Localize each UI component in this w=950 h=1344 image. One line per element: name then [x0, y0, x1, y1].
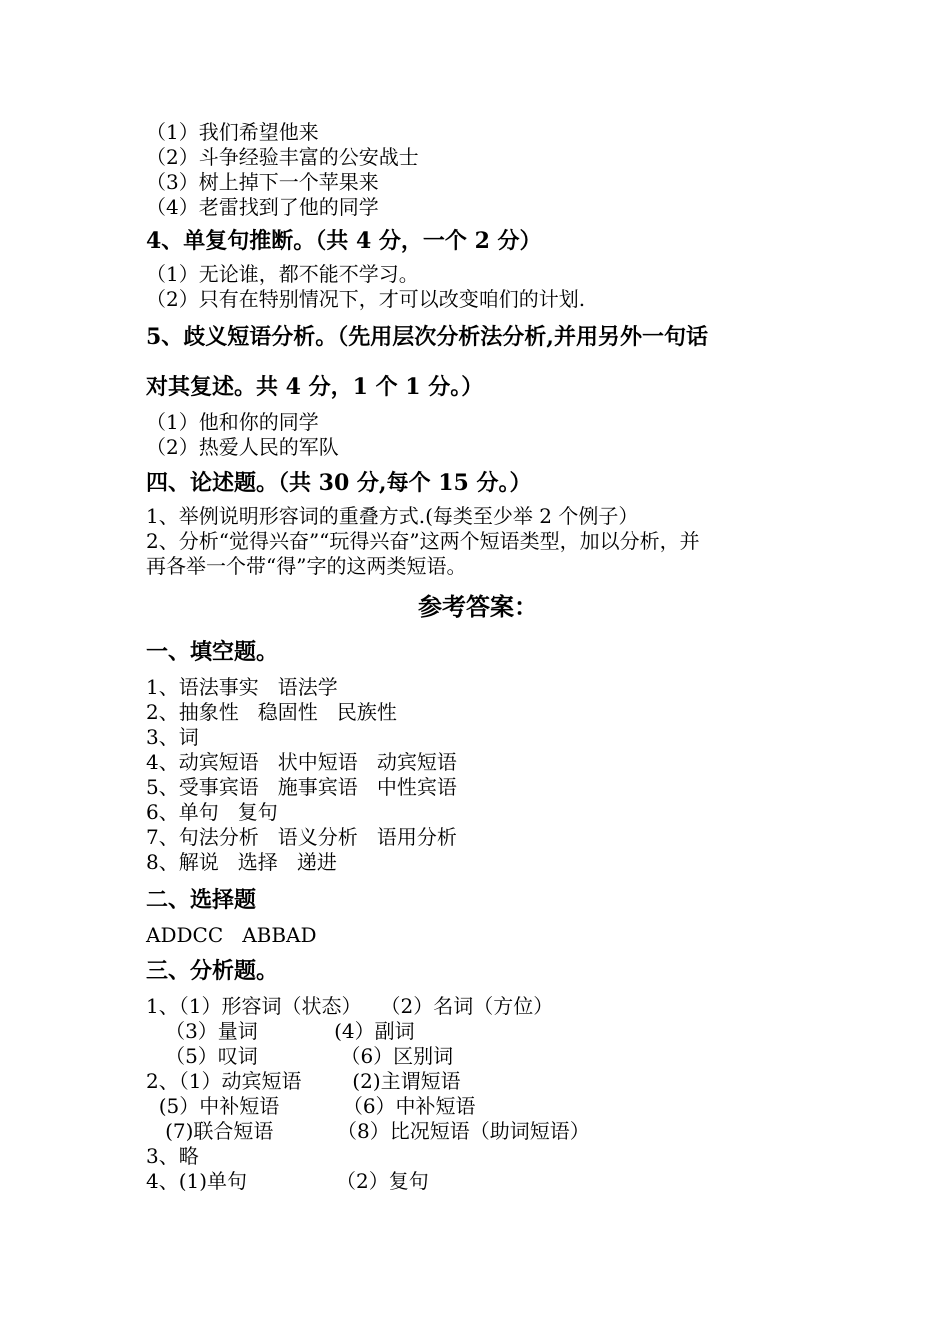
answer-3-4: 2、（1）动宾短语 (2)主谓短语: [146, 1069, 461, 1093]
answer-1-4: 4、动宾短语 状中短语 动宾短语: [146, 750, 457, 774]
sub-item-3-3: （3）树上掉下一个苹果来: [146, 170, 379, 194]
answer-3-7: 3、略: [146, 1144, 199, 1168]
answer-heading-3: 三、分析题。: [146, 958, 279, 984]
essay-question-2-line1: 2、分析“觉得兴奋”“玩得兴奋”这两个短语类型，加以分析，并: [146, 529, 700, 553]
answer-1-3: 3、词: [146, 725, 199, 749]
answer-1-1: 1、语法事实 语法学: [146, 675, 338, 699]
sub-item-5-2: （2）热爱人民的军队: [146, 435, 339, 459]
document-page: [146, 120, 810, 1194]
answer-1-6: 6、单句 复句: [146, 800, 278, 824]
essay-question-1: 1、举例说明形容词的重叠方式.(每类至少举 2 个例子）: [146, 504, 639, 528]
answer-3-1: 1、（1）形容词（状态） （2）名词（方位）: [146, 994, 554, 1018]
answer-3-5: (5）中补短语 （6）中补短语: [146, 1094, 476, 1118]
heading-section-four: 四、论述题。（共 30 分,每个 15 分。）: [146, 470, 532, 496]
sub-item-4-1: （1）无论谁，都不能不学习。: [146, 262, 419, 286]
answer-1-7: 7、句法分析 语义分析 语用分析: [146, 825, 457, 849]
answer-3-6: (7)联合短语 （8）比况短语（助词短语）: [146, 1119, 590, 1143]
sub-item-3-2: （2）斗争经验丰富的公安战士: [146, 145, 419, 169]
heading-q5-line1: 5、歧义短语分析。（先用层次分析法分析,并用另外一句话: [146, 324, 708, 350]
sub-item-5-1: （1）他和你的同学: [146, 410, 319, 434]
heading-q5-line2: 对其复述。共 4 分，1 个 1 分。）: [146, 374, 484, 400]
answer-3-8: 4、(1)单句 （2）复句: [146, 1169, 429, 1193]
answer-3-3: （5）叹词 （6）区别词: [146, 1044, 454, 1068]
answer-1-2: 2、抽象性 稳固性 民族性: [146, 700, 397, 724]
heading-q4: 4、单复句推断。（共 4 分，一个 2 分）: [146, 228, 542, 254]
answer-title: 参考答案：: [418, 592, 538, 621]
essay-question-2-line2: 再各举一个带“得”字的这两类短语。: [146, 554, 467, 578]
answer-3-2: （3）量词 (4）副词: [146, 1019, 415, 1043]
answer-2-1: ADDCC ABBAD: [146, 923, 317, 947]
sub-item-3-1: （1）我们希望他来: [146, 120, 319, 144]
answer-heading-2: 二、选择题: [146, 887, 257, 913]
answer-1-5: 5、受事宾语 施事宾语 中性宾语: [146, 775, 457, 799]
answer-heading-1: 一、填空题。: [146, 639, 279, 665]
sub-item-3-4: （4）老雷找到了他的同学: [146, 195, 379, 219]
sub-item-4-2: （2）只有在特别情况下，才可以改变咱们的计划.: [146, 287, 586, 311]
answer-1-8: 8、解说 选择 递进: [146, 850, 337, 874]
